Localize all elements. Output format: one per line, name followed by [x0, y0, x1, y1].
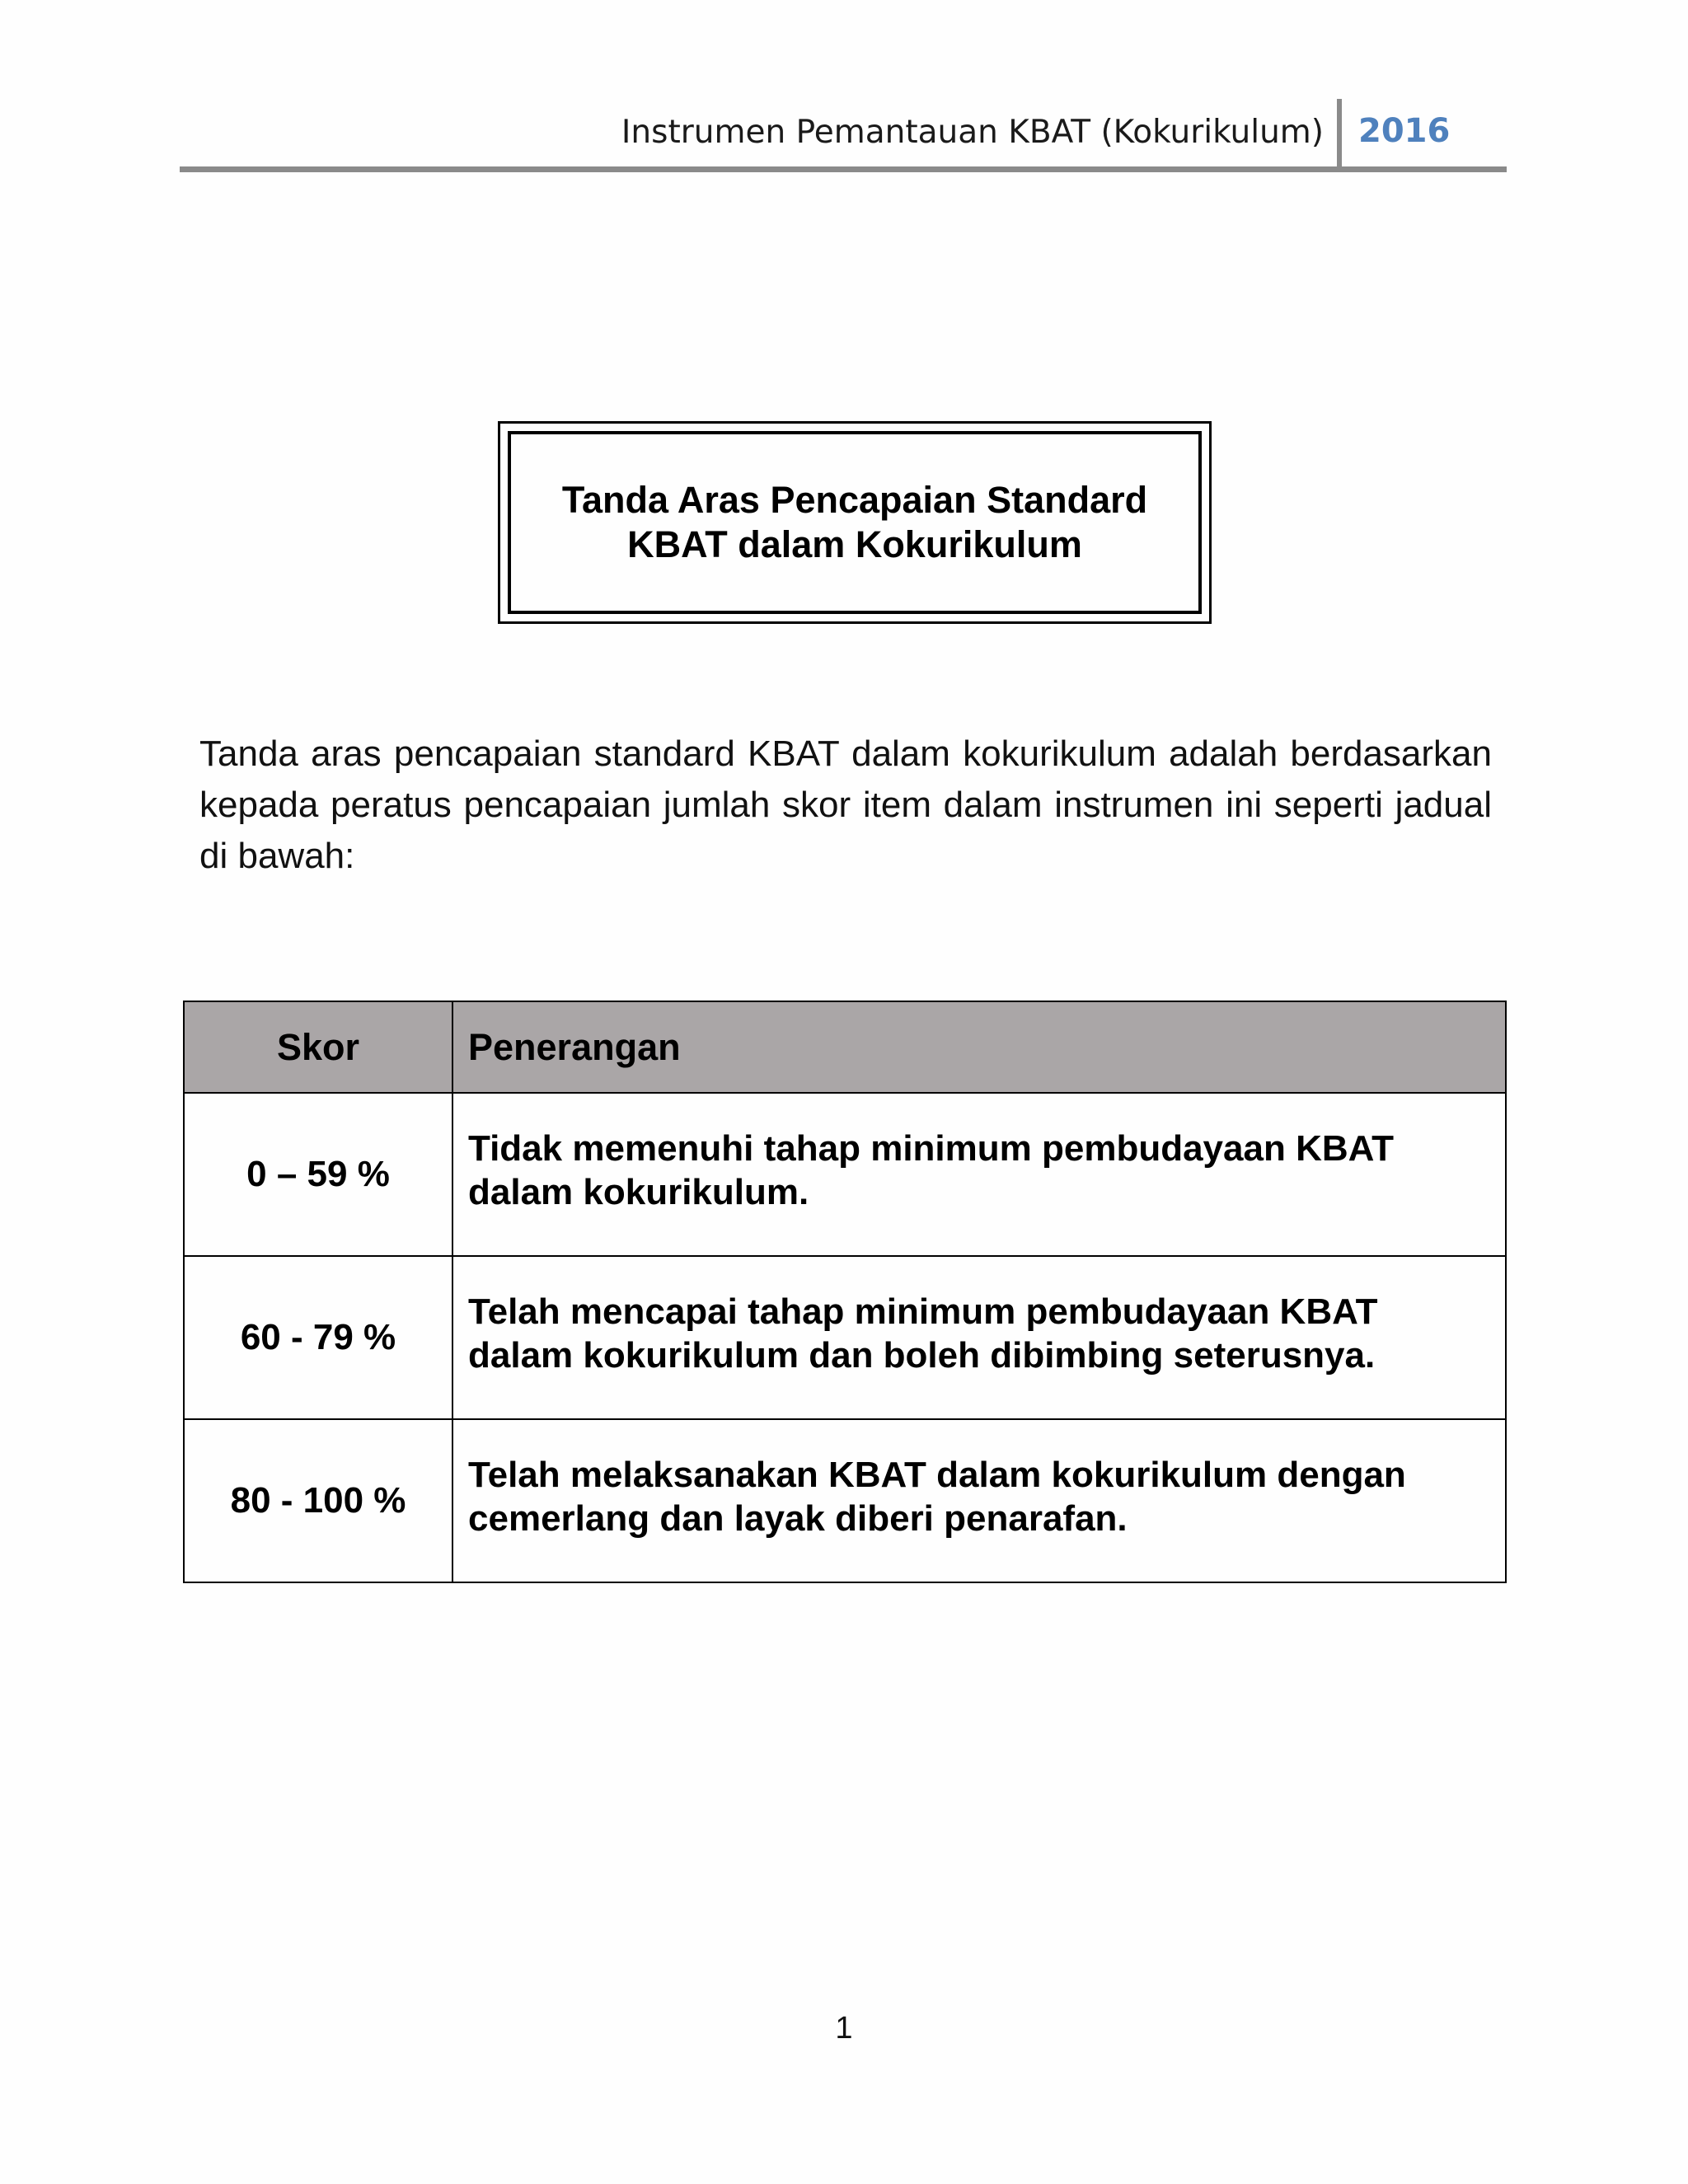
title-line-1: Tanda Aras Pencapaian Standard	[561, 479, 1148, 521]
header-year: 2016	[1358, 112, 1451, 150]
cell-skor: 60 - 79 %	[184, 1256, 452, 1419]
column-header-skor: Skor	[184, 1001, 452, 1093]
cell-penerangan: Telah mencapai tahap minimum pembudayaan KBAT dalam kokurikulum dan boleh dibimbing seterusnya.	[452, 1256, 1506, 1419]
table-header-row	[184, 1001, 1506, 1093]
intro-paragraph: Tanda aras pencapaian standard KBAT dalam kokurikulum adalah berdasarkan kepada peratus pencapaian jumlah skor item dalam instrumen ini seperti jadual di bawah:	[199, 733, 1492, 876]
table-row	[184, 1419, 1506, 1582]
cell-penerangan: Telah melaksanakan KBAT dalam kokurikulum dengan cemerlang dan layak diberi penarafan.	[452, 1419, 1506, 1582]
title-box-inner	[508, 431, 1202, 614]
page-header	[180, 97, 1507, 173]
page-number: 1	[835, 2011, 853, 2046]
table-row	[184, 1256, 1506, 1419]
cell-skor: 0 – 59 %	[184, 1093, 452, 1256]
header-rule	[180, 166, 1507, 172]
title-line-2: KBAT dalam Kokurikulum	[627, 523, 1082, 565]
header-separator	[1337, 99, 1342, 170]
column-header-penerangan: Penerangan	[452, 1001, 1506, 1093]
score-table	[183, 1001, 1507, 1583]
table-row	[184, 1093, 1506, 1256]
cell-skor: 80 - 100 %	[184, 1419, 452, 1582]
title-box	[498, 421, 1212, 624]
cell-penerangan: Tidak memenuhi tahap minimum pembudayaan KBAT dalam kokurikulum.	[452, 1093, 1506, 1256]
header-title: Instrumen Pemantauan KBAT (Kokurikulum)	[621, 114, 1324, 151]
